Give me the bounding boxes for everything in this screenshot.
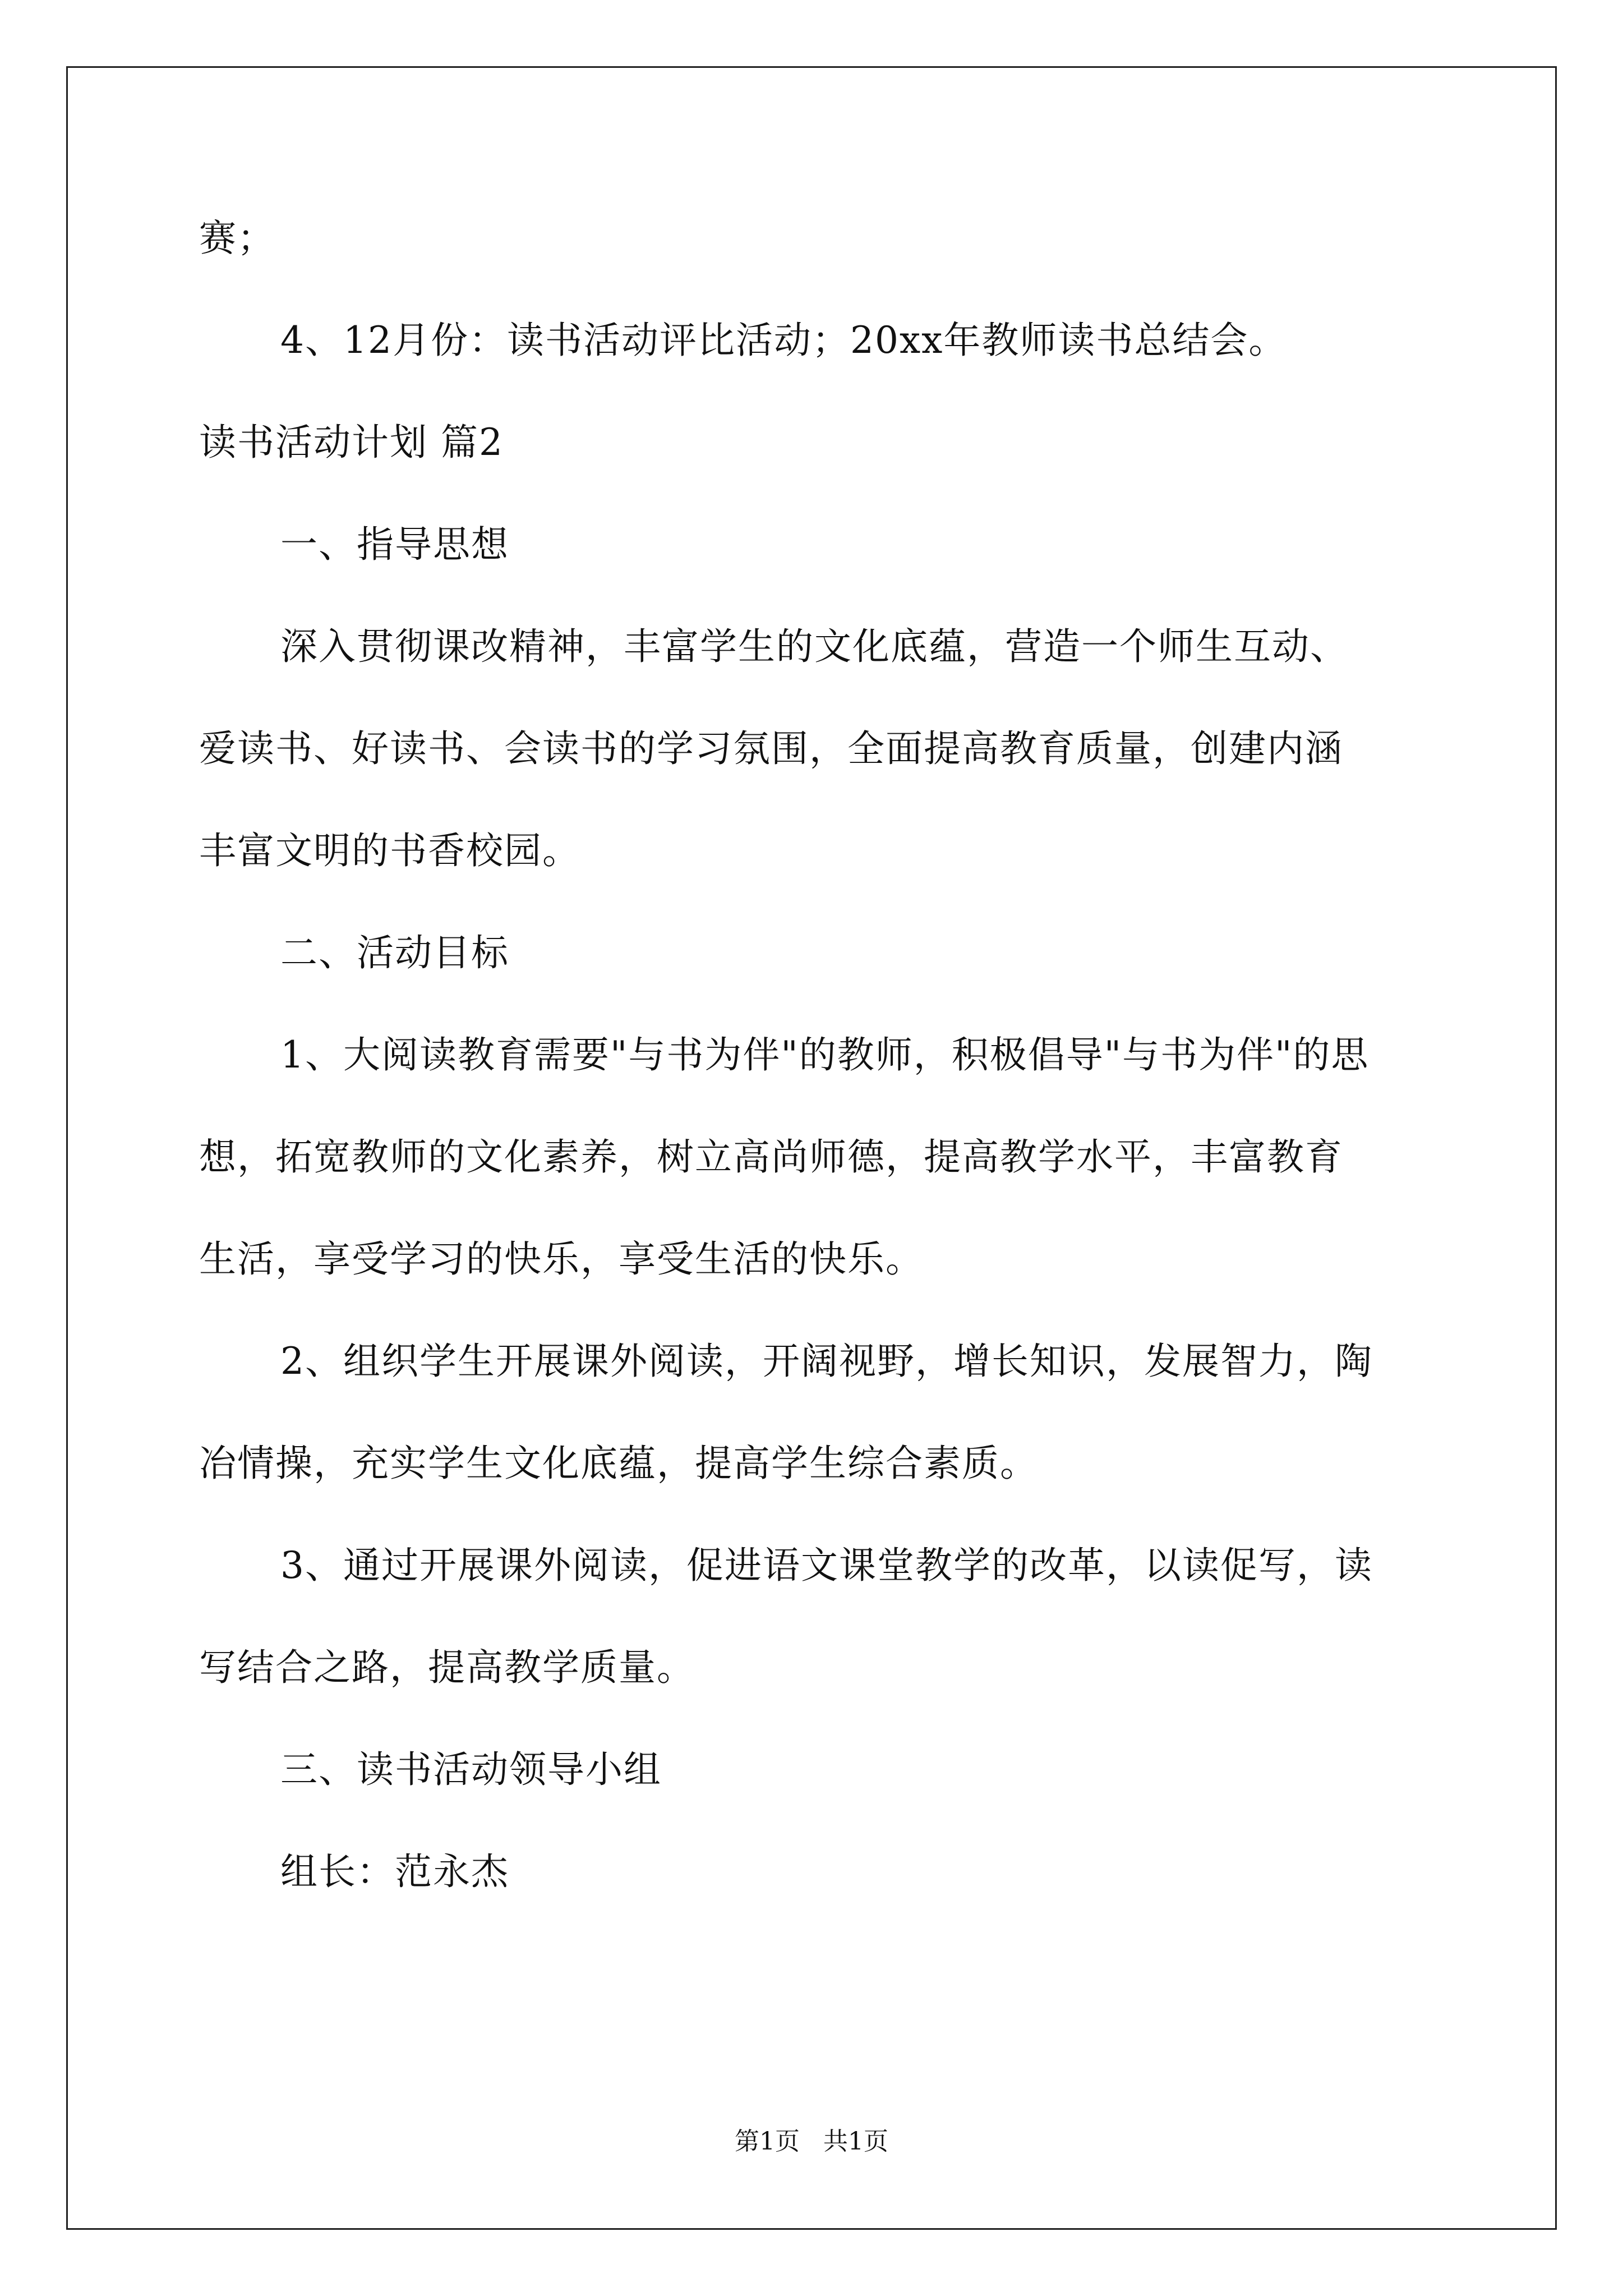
text-line: 写结合之路，提高教学质量。 — [199, 1646, 695, 1689]
text-line: 二、活动目标 — [280, 931, 509, 974]
text-line: 1、大阅读教育需要"与书为伴"的教师，积极倡导"与书为伴"的思 — [280, 1033, 1370, 1076]
text-line: 生活，享受学习的快乐，享受生活的快乐。 — [199, 1237, 924, 1281]
text-line: 深入贯彻课改精神，丰富学生的文化底蕴，营造一个师生互动、 — [280, 625, 1348, 668]
text-line: 爱读书、好读书、会读书的学习氛围，全面提高教育质量，创建内涵 — [199, 727, 1343, 770]
text-line: 三、读书活动领导小组 — [280, 1748, 662, 1791]
section-heading: 读书活动计划 篇2 — [199, 421, 504, 464]
text-line: 组长：范永杰 — [280, 1850, 509, 1893]
text-line: 想，拓宽教师的文化素养，树立高尚师德，提高教学水平，丰富教育 — [199, 1135, 1343, 1179]
page-footer: 第1页 共1页 — [735, 2127, 888, 2156]
text-line: 赛； — [199, 217, 275, 260]
text-line: 一、指导思想 — [280, 523, 509, 566]
text-line: 2、组织学生开展课外阅读，开阔视野，增长知识，发展智力，陶 — [280, 1340, 1373, 1383]
text-line: 3、通过开展课外阅读，促进语文课堂教学的改革，以读促写，读 — [280, 1544, 1373, 1587]
text-line: 丰富文明的书香校园。 — [199, 829, 580, 872]
text-line: 4、12月份：读书活动评比活动；20xx年教师读书总结会。 — [280, 319, 1287, 362]
text-line: 冶情操，充实学生文化底蕴，提高学生综合素质。 — [199, 1442, 1038, 1485]
